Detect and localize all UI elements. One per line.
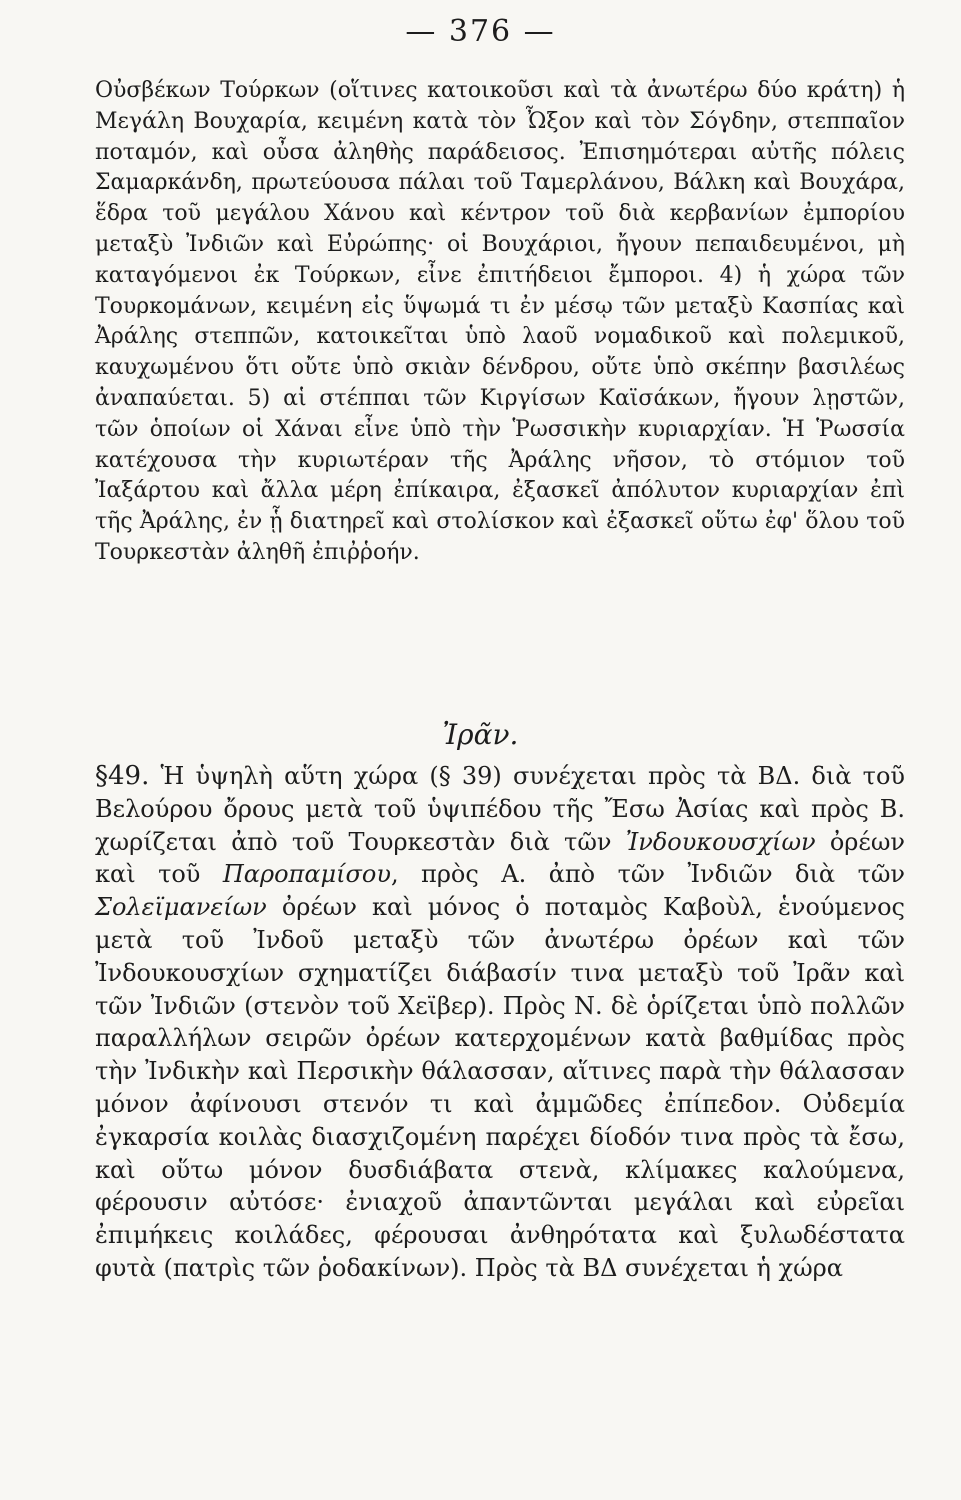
paragraph-section-49: [95, 760, 905, 1285]
paragraph-text-part: , πρὸς Α. ἀπὸ τῶν Ἰνδιῶν διὰ τῶν: [390, 860, 906, 889]
paragraph-text-part: Ἡ ὑψηλὴ αὕτη χώρα (§ 39) συνέχεται πρὸς τὰ ΒΔ. διὰ τοῦ Βελούρου ὄρους μετὰ τοῦ ὑψιπέδου τῆς Ἔσω Ἀσίας καὶ πρὸς Β. χωρίζεται ἀπὸ τοῦ Τουρκεστὰν διὰ τῶν: [95, 762, 905, 856]
mountain-name-italic: Σολεϊμανείων: [95, 893, 267, 922]
paragraph-continued: Οὐσβέκων Τούρκων (οἵτινες κατοικοῦσι καὶ τὰ ἀνωτέρω δύο κράτη) ἡ Μεγάλη Βουχαρία, κειμένη κατὰ τὸν Ὦξον καὶ τὸν Σόγδην, στεππαῖον ποταμόν, καὶ οὖσα ἀληθὴς παράδεισος. Ἐπισημότεραι αὐτῆς πόλεις Σαμαρκάνδη, πρωτεύουσα πάλαι τοῦ Ταμερλάνου, Βάλκη καὶ Βουχάρα, ἕδρα τοῦ μεγάλου Χάνου καὶ κέντρον τοῦ διὰ κερβανίων ἐμπορίου μεταξὺ Ἰνδιῶν καὶ Εὐρώπης· οἱ Βουχάριοι, ἤγουν πεπαιδευμένοι, μὴ καταγόμενοι ἐκ Τούρκων, εἶνε ἐπιτήδειοι ἔμποροι. 4) ἡ χώρα τῶν Τουρκομάνων, κειμένη εἰς ὕψωμά τι ἐν μέσῳ τῶν μεταξὺ Κασπίας καὶ Ἀράλης στεππῶν, κατοικεῖται ὑπὸ λαοῦ νομαδικοῦ καὶ πολεμικοῦ, καυχωμένου ὅτι οὔτε ὑπὸ σκιὰν δένδρου, οὔτε ὑπὸ σκέπην βασιλέως ἀναπαύεται. 5) αἱ στέππαι τῶν Κιργίσων Καϊσάκων, ἤγουν λῃστῶν, τῶν ὁποίων οἱ Χάναι εἶνε ὑπὸ τὴν Ῥωσσικὴν κυριαρχίαν. Ἡ Ῥωσσία κατέχουσα τὴν κυριωτέραν τῆς Ἀράλης νῆσον, τὸ στόμιον τοῦ Ἰαξάρτου καὶ ἄλλα μέρη ἐπίκαιρα, ἐξασκεῖ ἀπόλυτον κυριαρχίαν ἐπὶ τῆς Ἀράλης, ἐν ᾗ διατηρεῖ καὶ στολίσκον καὶ ἐξασκεῖ οὕτω ἐφ' ὅλου τοῦ Τουρκεστὰν ἀληθῆ ἐπιῤῥοήν.: [95, 78, 905, 565]
paragraph-text-part: ὀρέων καὶ μόνος ὁ ποταμὸς Καβοὺλ, ἑνούμενος μετὰ τοῦ Ἰνδοῦ μεταξὺ τῶν ἀνωτέρω ὀρέων καὶ τῶν Ἰνδουκουσχίων σχηματίζει διάβασίν τινα μεταξὺ τοῦ Ἰρᾶν καὶ τῶν Ἰνδιῶν (στενὸν τοῦ Χεϊβερ). Πρὸς Ν. δὲ ὁρίζεται ὑπὸ πολλῶν παραλλήλων σειρῶν ὀρέων κατερχομένων κατὰ βαθμίδας πρὸς τὴν Ἰνδικὴν καὶ Περσικὴν θάλασσαν, αἵτινες παρὰ τὴν θάλασσαν μόνον ἀφίνουσι στενόν τι καὶ ἀμμῶδες ἐπίπεδον. Οὐδεμία ἐγκαρσία κοιλὰς διασχιζομένη παρέχει δίοδόν τινα πρὸς τὰ ἔσω, καὶ οὕτω μόνον δυσδιάβατα στενὰ, κλίμακες καλούμενα, φέρουσιν αὐτόσε· ἐνιαχοῦ ἀπαντῶνται μεγάλαι καὶ εὐρεῖαι ἐπιμήκεις κοιλάδες, φέρουσαι ἀνθηρότατα καὶ ξυλωδέστατα φυτὰ (πατρὶς τῶν ῥοδακίνων). Πρὸς τὰ ΒΔ συνέχεται ἡ χώρα: [95, 893, 905, 1282]
paragraph-text-part: ὀρέων καὶ τοῦ: [95, 827, 906, 889]
paragraph-number: §49.: [95, 761, 150, 791]
section-heading: Ἰρᾶν.: [442, 718, 519, 751]
page-number: — 376 —: [405, 14, 556, 49]
mountain-name-italic: Ἰνδουκουσχίων: [625, 827, 816, 856]
mountain-name-italic: Παροπαμίσου: [222, 860, 391, 889]
